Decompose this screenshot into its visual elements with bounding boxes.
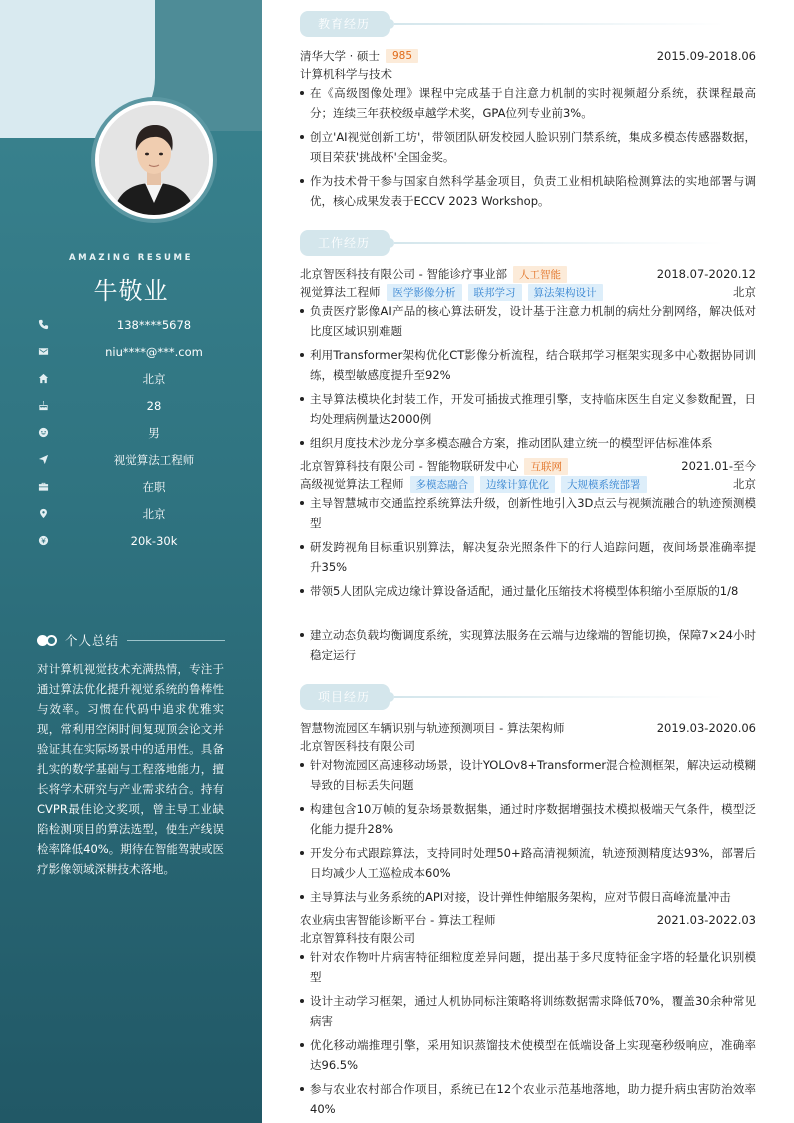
sidebar <box>0 0 262 1123</box>
industry-badge: 人工智能 <box>513 266 567 283</box>
section-header-education <box>300 11 756 37</box>
education-period: 2015.09-2018.06 <box>656 49 756 63</box>
section-title: 项目经历 <box>300 684 390 710</box>
company-name: 北京智算科技有限公司 - 智能物联研发中心 <box>300 459 519 473</box>
section-header-projects <box>300 684 756 710</box>
list-item: 负责医疗影像AI产品的核心算法研发，设计基于注意力机制的病灶分割网络，解决低对比度区域识别难题 <box>300 301 756 341</box>
mail-icon <box>38 346 49 357</box>
list-item: 研发跨视角目标重识别算法，解决复杂光照条件下的行人追踪问题，夜间场景准确率提升35% <box>300 537 756 577</box>
major: 计算机科学与技术 <box>300 67 392 81</box>
section-title: 教育经历 <box>300 11 390 37</box>
contact-email <box>0 342 262 362</box>
avatar-frame <box>91 97 217 223</box>
project-name: 农业病虫害智能诊断平台 - 算法工程师 <box>300 913 496 927</box>
phone-value: 138****5678 <box>116 318 192 332</box>
job-city: 北京 <box>733 285 756 299</box>
job-role: 高级视觉算法工程师 <box>300 477 404 491</box>
candidate-name: 牛敬业 <box>93 277 169 305</box>
list-item: 创立'AI视觉创新工坊'，带领团队研发校园人脸识别门禁系统，集成多模态传感器数据，项目荣获'挑战杯'全国金奖。 <box>300 127 756 167</box>
section-header-work <box>300 230 756 256</box>
coin-icon <box>38 535 49 546</box>
project-header <box>300 911 756 929</box>
email-value: niu****@***.com <box>105 345 203 359</box>
summary-header <box>37 631 225 649</box>
contact-salary <box>0 531 262 551</box>
contact-age <box>0 396 262 416</box>
summary-text: 对计算机视觉技术充满热情，专注于通过算法优化提升视觉系统的鲁棒性与效率。习惯在代码中追求优雅实现，常利用空闲时间复现顶会论文并验证其在实际场景中的适用性。具备扎实的数学基础与工程落地能力，擅长将学术研究与产业需求结合。持有CVPR最佳论文奖项，曾主导工业缺陷检测项目的算法选型，使生产线误检率降低40%。期待在智能驾驶或医疗影像领域深耕技术落地。 <box>37 662 224 876</box>
list-item: 针对农作物叶片病害特征细粒度差异问题，提出基于多尺度特征金字塔的轻量化识别模型 <box>300 947 756 987</box>
skill-tag: 联邦学习 <box>468 284 522 301</box>
age-value: 28 <box>146 399 162 413</box>
project-period: 2019.03-2020.06 <box>656 721 756 735</box>
home-icon <box>38 373 49 384</box>
location-value: 北京 <box>142 507 166 521</box>
job-header <box>300 457 756 475</box>
cake-icon <box>38 400 49 411</box>
list-item: 作为技术骨干参与国家自然科学基金项目，负责工业相机缺陷检测算法的实地部署与调优，核心成果发表于ECCV 2023 Workshop。 <box>300 171 756 211</box>
contact-gender <box>0 423 262 443</box>
project-name: 智慧物流园区车辆识别与轨迹预测项目 - 算法架构师 <box>300 721 565 735</box>
job-role: 视觉算法工程师 <box>300 285 381 299</box>
divider <box>127 640 225 641</box>
resume-tagline: AMAZING RESUME <box>68 253 194 263</box>
phone-icon <box>38 319 49 330</box>
list-item: 针对物流园区高速移动场景，设计YOLOv8+Transformer混合检测框架，解决运动模糊导致的目标丢失问题 <box>300 755 756 795</box>
face-icon <box>38 427 49 438</box>
job-period: 2018.07-2020.12 <box>656 267 756 281</box>
position-value: 视觉算法工程师 <box>113 453 195 467</box>
summary-title: 个人总结 <box>65 633 120 648</box>
list-item: 构建包含10万帧的复杂场景数据集，通过时序数据增强技术模拟极端天气条件，模型泛化能力提升28% <box>300 799 756 839</box>
gender-value: 男 <box>148 426 160 440</box>
list-item: 组织月度技术沙龙分享多模态融合方案，推动团队建立统一的模型评估标准体系 <box>300 433 756 453</box>
school-badge: 985 <box>386 49 418 63</box>
job-role-row <box>300 475 756 493</box>
double-circle-icon <box>37 634 58 646</box>
list-item: 主导智慧城市交通监控系统算法升级，创新性地引入3D点云与视频流融合的轨迹预测模型 <box>300 493 756 533</box>
list-item: 在《高级图像处理》课程中完成基于自注意力机制的实时视频超分系统，获课程最高分；连续三年获校级卓越学术奖，GPA位列专业前3%。 <box>300 83 756 123</box>
list-item: 主导算法模块化封装工作，开发可插拔式推理引擎，支持临床医生自定义参数配置，日均处理病例量达2000例 <box>300 389 756 429</box>
job-role-row <box>300 283 756 301</box>
project-period: 2021.03-2022.03 <box>656 913 756 927</box>
hometown-value: 北京 <box>142 372 166 386</box>
list-item: 主导算法与业务系统的API对接，设计弹性伸缩服务架构，应对节假日高峰流量冲击 <box>300 887 756 907</box>
skill-tag: 大规模系统部署 <box>561 476 647 493</box>
salary-value: 20k-30k <box>130 534 178 548</box>
section-title: 工作经历 <box>300 230 390 256</box>
contact-position <box>0 450 262 470</box>
project-company-row <box>300 929 756 947</box>
skill-tag: 边缘计算优化 <box>480 476 555 493</box>
education-major-row <box>300 65 756 83</box>
portrait-photo <box>99 105 209 215</box>
contact-status <box>0 477 262 497</box>
send-icon <box>38 454 49 465</box>
job-city: 北京 <box>733 477 756 491</box>
project-header <box>300 719 756 737</box>
school-name: 清华大学 · 硕士 <box>300 49 380 63</box>
location-pin-icon <box>38 508 49 519</box>
job-header <box>300 265 756 283</box>
project-company: 北京智算科技有限公司 <box>300 931 415 945</box>
education-header <box>300 47 756 65</box>
skill-tag: 医学影像分析 <box>387 284 462 301</box>
project-company-row <box>300 737 756 755</box>
list-item: 优化移动端推理引擎，采用知识蒸馏技术使模型在低端设备上实现毫秒级响应，准确率达96.5% <box>300 1035 756 1075</box>
list-item: 参与农业农村部合作项目，系统已在12个农业示范基地落地，助力提升病虫害防治效率40% <box>300 1079 756 1119</box>
contact-phone <box>0 315 262 335</box>
briefcase-icon <box>38 481 49 492</box>
main-content <box>300 0 756 1123</box>
company-name: 北京智医科技有限公司 - 智能诊疗事业部 <box>300 267 507 281</box>
skill-tag: 多模态融合 <box>410 476 475 493</box>
list-item: 建立动态负载均衡调度系统，实现算法服务在云端与边缘端的智能切换，保障7×24小时稳定运行 <box>300 625 756 665</box>
contact-home <box>0 369 262 389</box>
skill-tag: 算法架构设计 <box>528 284 603 301</box>
list-item: 开发分布式跟踪算法，支持同时处理50+路高清视频流，轨迹预测精度达93%，部署后日均减少人工巡检成本60% <box>300 843 756 883</box>
contact-location <box>0 504 262 524</box>
list-item: 带领5人团队完成边缘计算设备适配，通过量化压缩技术将模型体积缩小至原版的1/8 <box>300 581 756 601</box>
avatar <box>95 101 213 219</box>
industry-badge: 互联网 <box>524 458 568 475</box>
list-item: 设计主动学习框架，通过人机协同标注策略将训练数据需求降低70%，覆盖30余种常见病害 <box>300 991 756 1031</box>
job-period: 2021.01-至今 <box>681 459 756 473</box>
list-item: 利用Transformer架构优化CT影像分析流程，结合联邦学习框架实现多中心数据协同训练，模型敏感度提升至92% <box>300 345 756 385</box>
status-value: 在职 <box>142 480 166 494</box>
project-company: 北京智医科技有限公司 <box>300 739 415 753</box>
